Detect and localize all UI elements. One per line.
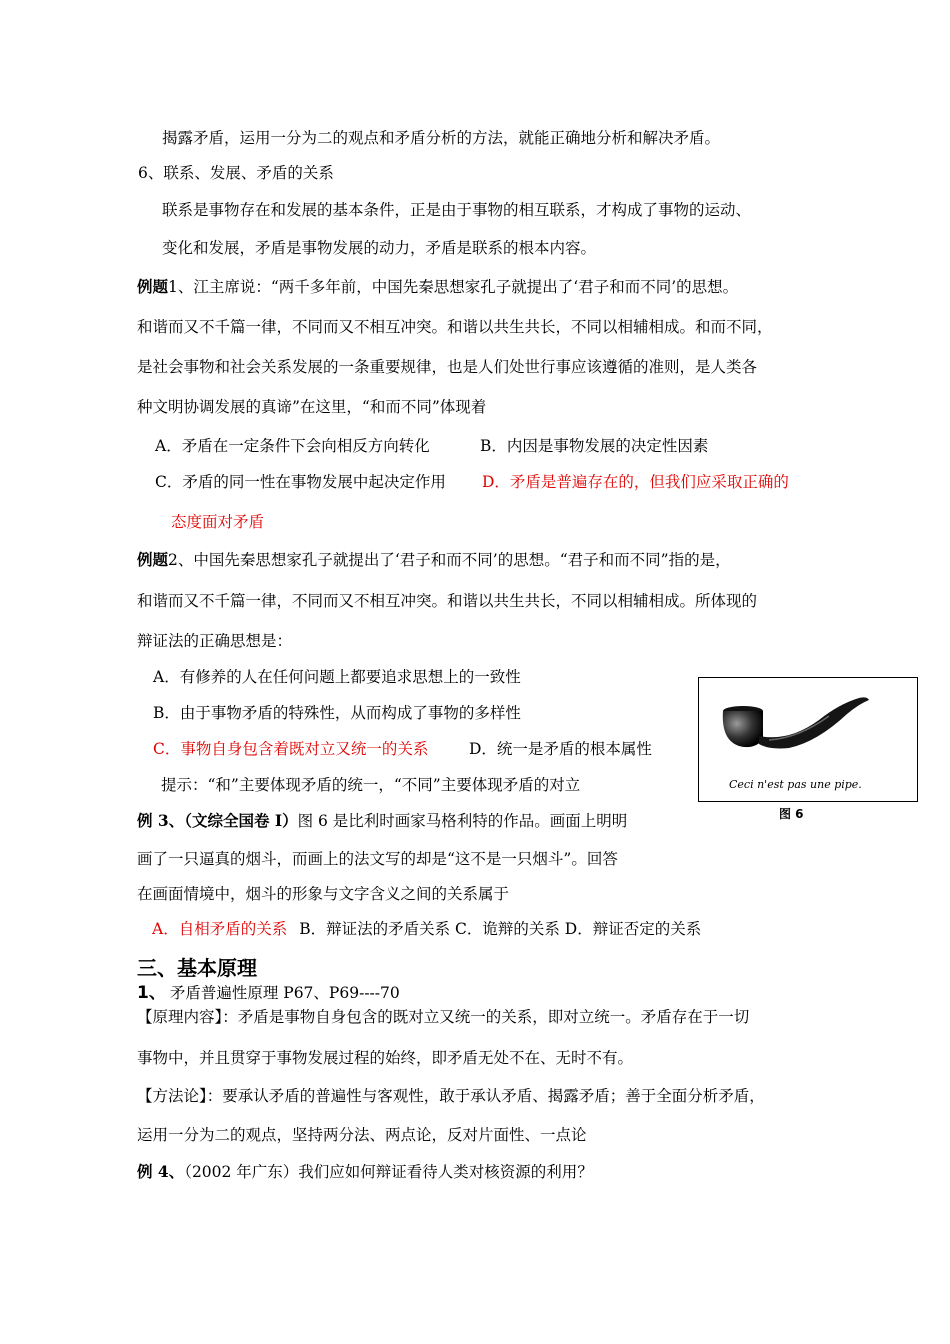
option-c: C．矛盾的同一性在事物发展中起决定作用 (155, 473, 446, 491)
methodology: 【方法论】：要承认矛盾的普遍性与客观性，敢于承认矛盾、揭露矛盾；善于全面分析矛盾， (137, 1087, 765, 1105)
example-label: 例 4、 (137, 1162, 185, 1181)
example-4-line: 例 4、（2002 年广东）我们应如何辩证看待人类对核资源的利用？ (137, 1162, 593, 1181)
option-a-answer: A．自相矛盾的关系 (152, 920, 288, 938)
example-3-line: 画了一只逼真的烟斗，而画上的法文写的却是“这不是一只烟斗”。回答 (137, 850, 618, 868)
example-label: 例题 (137, 277, 169, 296)
option-d: D．统一是矛盾的根本属性 (469, 740, 652, 758)
option-a: A．矛盾在一定条件下会向相反方向转化 (155, 437, 430, 455)
example-1-line: 和谐而又不千篇一律，不同而又不相互冲突。和谐以共生共长，不同以相辅相成。和而不同， (137, 318, 773, 336)
section-3-title: 三、基本原理 (137, 956, 257, 980)
option-d-answer: D．矛盾是普遍存在的，但我们应采取正确的 (482, 473, 789, 491)
option-c-answer: C．事物自身包含着既对立又统一的关系 (153, 740, 429, 758)
figure-label: 图 6 (779, 807, 804, 821)
paragraph-line: 变化和发展，矛盾是事物发展的动力，矛盾是联系的根本内容。 (162, 239, 597, 257)
option-b: B．内因是事物发展的决定性因素 (480, 437, 709, 455)
example-2-line: 例题2、中国先秦思想家孔子就提出了‘君子和而不同’的思想。“君子和而不同”指的是， (137, 550, 731, 569)
paragraph-line: 联系是事物存在和发展的基本条件，正是由于事物的相互联系，才构成了事物的运动、 (162, 201, 752, 219)
options-bcd: B．辩证法的矛盾关系 C．诡辩的关系 D．辩证否定的关系 (299, 920, 702, 938)
example-2-line: 和谐而又不千篇一律，不同而又不相互冲突。和谐以共生共长，不同以相辅相成。所体现的 (137, 592, 758, 610)
example-1-line: 例题1、江主席说：“两千多年前，中国先秦思想家孔子就提出了‘君子和而不同’的思想。 (137, 277, 739, 296)
example-3-line: 例 3、（文综全国卷 I）图 6 是比利时画家马格利特的作品。画面上明明 (137, 811, 628, 830)
option-b: B．由于事物矛盾的特殊性，从而构成了事物的多样性 (153, 704, 521, 722)
example-1-line: 是社会事物和社会关系发展的一条重要规律，也是人们处世行事应该遵循的准则，是人类各 (137, 358, 758, 376)
principle-content-line: 事物中，并且贯穿于事物发展过程的始终，即矛盾无处不在、无时不有。 (137, 1049, 634, 1067)
example-3-line: 在画面情境中，烟斗的形象与文字含义之间的关系属于 (137, 885, 510, 903)
example-2-line: 辩证法的正确思想是： (137, 632, 293, 650)
principle-1-title: 1、 矛盾普遍性原理 P67、P69----70 (137, 983, 400, 1003)
methodology-line: 运用一分为二的观点，坚持两分法、两点论，反对片面性、一点论 (137, 1126, 587, 1144)
paragraph-line: 揭露矛盾，运用一分为二的观点和矛盾分析的方法，就能正确地分析和解决矛盾。 (162, 129, 721, 147)
pipe-painting-figure (698, 677, 918, 802)
principle-content: 【原理内容】：矛盾是事物自身包含的既对立又统一的关系，即对立统一。矛盾存在于一切 (137, 1008, 750, 1026)
example-label: 例 3、 (137, 811, 185, 830)
example-3-options (152, 919, 701, 939)
example-source: （文综全国卷 I） (184, 811, 298, 830)
example-1-line: 种文明协调发展的真谛”在这里，“和而不同”体现着 (137, 398, 487, 416)
option-d-answer-cont: 态度面对矛盾 (171, 513, 265, 531)
painting-caption: Ceci n'est pas une pipe. (729, 778, 862, 791)
example-label: 例题 (137, 550, 169, 569)
section-heading: 6、联系、发展、矛盾的关系 (138, 164, 334, 182)
principle-content-label: 【原理内容】 (137, 1008, 223, 1026)
methodology-label: 【方法论】 (137, 1087, 207, 1105)
option-a: A．有修养的人在任何问题上都要追求思想上的一致性 (153, 668, 521, 686)
hint: 提示：“和”主要体现矛盾的统一，“不同”主要体现矛盾的对立 (161, 776, 581, 794)
